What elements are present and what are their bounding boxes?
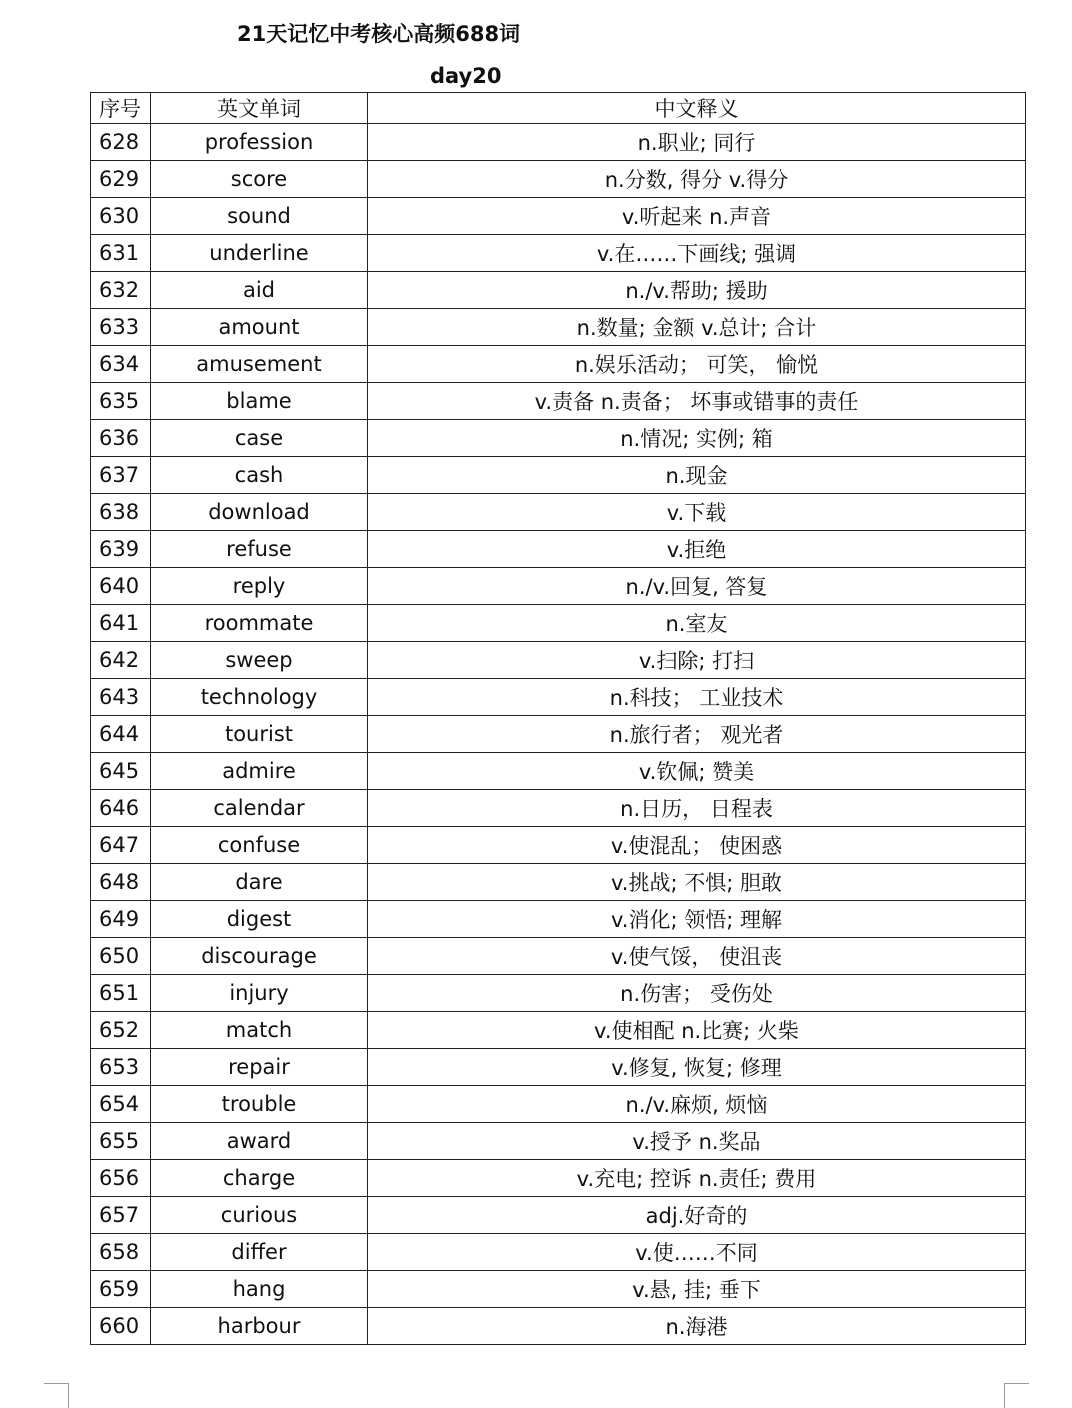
english-word: reply — [151, 568, 368, 605]
table-row — [91, 1271, 1026, 1308]
header-chinese-meaning: 中文释义 — [368, 93, 1026, 124]
chinese-meaning: n.伤害； 受伤处 — [368, 975, 1026, 1012]
chinese-meaning: v.授予 n.奖品 — [368, 1123, 1026, 1160]
chinese-meaning: n.海港 — [368, 1308, 1026, 1345]
row-number: 655 — [91, 1123, 151, 1160]
english-word: blame — [151, 383, 368, 420]
table-row — [91, 1160, 1026, 1197]
row-number: 653 — [91, 1049, 151, 1086]
chinese-meaning: n.室友 — [368, 605, 1026, 642]
table-row — [91, 716, 1026, 753]
english-word: repair — [151, 1049, 368, 1086]
row-number: 632 — [91, 272, 151, 309]
english-word: curious — [151, 1197, 368, 1234]
english-word: calendar — [151, 790, 368, 827]
table-row — [91, 346, 1026, 383]
table-row — [91, 272, 1026, 309]
chinese-meaning: v.下载 — [368, 494, 1026, 531]
header-english-word: 英文单词 — [151, 93, 368, 124]
table-row — [91, 790, 1026, 827]
table-row — [91, 1308, 1026, 1345]
english-word: injury — [151, 975, 368, 1012]
english-word: tourist — [151, 716, 368, 753]
chinese-meaning: v.听起来 n.声音 — [368, 198, 1026, 235]
crop-mark-bottom-left — [44, 1383, 69, 1408]
table-row — [91, 198, 1026, 235]
row-number: 647 — [91, 827, 151, 864]
english-word: trouble — [151, 1086, 368, 1123]
english-word: technology — [151, 679, 368, 716]
chinese-meaning: n./v.回复, 答复 — [368, 568, 1026, 605]
english-word: dare — [151, 864, 368, 901]
row-number: 646 — [91, 790, 151, 827]
table-row — [91, 753, 1026, 790]
table-row — [91, 642, 1026, 679]
chinese-meaning: v.使……不同 — [368, 1234, 1026, 1271]
table-row — [91, 383, 1026, 420]
chinese-meaning: v.消化; 领悟; 理解 — [368, 901, 1026, 938]
table-row — [91, 457, 1026, 494]
chinese-meaning: n.情况; 实例; 箱 — [368, 420, 1026, 457]
english-word: sound — [151, 198, 368, 235]
chinese-meaning: v.使气馁， 使沮丧 — [368, 938, 1026, 975]
row-number: 633 — [91, 309, 151, 346]
row-number: 636 — [91, 420, 151, 457]
row-number: 652 — [91, 1012, 151, 1049]
document-subtitle: day20 — [430, 64, 502, 88]
row-number: 631 — [91, 235, 151, 272]
table-row — [91, 864, 1026, 901]
chinese-meaning: v.钦佩; 赞美 — [368, 753, 1026, 790]
header-number: 序号 — [91, 93, 151, 124]
table-row — [91, 901, 1026, 938]
row-number: 641 — [91, 605, 151, 642]
row-number: 660 — [91, 1308, 151, 1345]
chinese-meaning: n.职业; 同行 — [368, 124, 1026, 161]
chinese-meaning: v.使混乱； 使困惑 — [368, 827, 1026, 864]
row-number: 645 — [91, 753, 151, 790]
table-row — [91, 568, 1026, 605]
english-word: cash — [151, 457, 368, 494]
chinese-meaning: v.责备 n.责备； 坏事或错事的责任 — [368, 383, 1026, 420]
table-row — [91, 124, 1026, 161]
english-word: amount — [151, 309, 368, 346]
chinese-meaning: n.娱乐活动； 可笑， 愉悦 — [368, 346, 1026, 383]
table-row — [91, 975, 1026, 1012]
english-word: sweep — [151, 642, 368, 679]
row-number: 643 — [91, 679, 151, 716]
table-row — [91, 420, 1026, 457]
table-row — [91, 1234, 1026, 1271]
row-number: 640 — [91, 568, 151, 605]
chinese-meaning: n.分数, 得分 v.得分 — [368, 161, 1026, 198]
english-word: confuse — [151, 827, 368, 864]
chinese-meaning: n./v.麻烦, 烦恼 — [368, 1086, 1026, 1123]
chinese-meaning: n.日历， 日程表 — [368, 790, 1026, 827]
row-number: 637 — [91, 457, 151, 494]
english-word: hang — [151, 1271, 368, 1308]
table-row — [91, 235, 1026, 272]
chinese-meaning: v.充电; 控诉 n.责任; 费用 — [368, 1160, 1026, 1197]
row-number: 657 — [91, 1197, 151, 1234]
row-number: 651 — [91, 975, 151, 1012]
table-row — [91, 494, 1026, 531]
table-row — [91, 1049, 1026, 1086]
chinese-meaning: n.旅行者； 观光者 — [368, 716, 1026, 753]
row-number: 635 — [91, 383, 151, 420]
chinese-meaning: v.扫除; 打扫 — [368, 642, 1026, 679]
chinese-meaning: n.数量; 金额 v.总计; 合计 — [368, 309, 1026, 346]
table-row — [91, 161, 1026, 198]
english-word: differ — [151, 1234, 368, 1271]
english-word: digest — [151, 901, 368, 938]
document-title: 21天记忆中考核心高频688词 — [237, 22, 521, 46]
row-number: 659 — [91, 1271, 151, 1308]
crop-mark-bottom-right — [1004, 1383, 1029, 1408]
row-number: 638 — [91, 494, 151, 531]
english-word: amusement — [151, 346, 368, 383]
row-number: 648 — [91, 864, 151, 901]
row-number: 630 — [91, 198, 151, 235]
chinese-meaning: adj.好奇的 — [368, 1197, 1026, 1234]
english-word: download — [151, 494, 368, 531]
english-word: discourage — [151, 938, 368, 975]
chinese-meaning: v.挑战; 不惧; 胆敢 — [368, 864, 1026, 901]
chinese-meaning: v.悬, 挂; 垂下 — [368, 1271, 1026, 1308]
english-word: underline — [151, 235, 368, 272]
chinese-meaning: n./v.帮助; 援助 — [368, 272, 1026, 309]
chinese-meaning: v.修复, 恢复; 修理 — [368, 1049, 1026, 1086]
table-row — [91, 938, 1026, 975]
row-number: 656 — [91, 1160, 151, 1197]
table-row — [91, 309, 1026, 346]
table-row — [91, 531, 1026, 568]
row-number: 629 — [91, 161, 151, 198]
table-row — [91, 1123, 1026, 1160]
english-word: roommate — [151, 605, 368, 642]
row-number: 658 — [91, 1234, 151, 1271]
row-number: 644 — [91, 716, 151, 753]
table-row — [91, 1197, 1026, 1234]
english-word: aid — [151, 272, 368, 309]
row-number: 649 — [91, 901, 151, 938]
chinese-meaning: v.在……下画线; 强调 — [368, 235, 1026, 272]
english-word: case — [151, 420, 368, 457]
table-row — [91, 1086, 1026, 1123]
table-body — [91, 124, 1026, 1345]
row-number: 628 — [91, 124, 151, 161]
chinese-meaning: v.使相配 n.比赛; 火柴 — [368, 1012, 1026, 1049]
row-number: 650 — [91, 938, 151, 975]
english-word: match — [151, 1012, 368, 1049]
table-row — [91, 827, 1026, 864]
english-word: profession — [151, 124, 368, 161]
table-row — [91, 1012, 1026, 1049]
english-word: refuse — [151, 531, 368, 568]
table-row — [91, 605, 1026, 642]
english-word: charge — [151, 1160, 368, 1197]
row-number: 639 — [91, 531, 151, 568]
english-word: admire — [151, 753, 368, 790]
row-number: 654 — [91, 1086, 151, 1123]
chinese-meaning: v.拒绝 — [368, 531, 1026, 568]
row-number: 642 — [91, 642, 151, 679]
chinese-meaning: n.科技； 工业技术 — [368, 679, 1026, 716]
table-row — [91, 679, 1026, 716]
row-number: 634 — [91, 346, 151, 383]
english-word: award — [151, 1123, 368, 1160]
vocabulary-table — [90, 92, 1026, 1345]
table-header-row — [91, 93, 1026, 124]
english-word: score — [151, 161, 368, 198]
chinese-meaning: n.现金 — [368, 457, 1026, 494]
english-word: harbour — [151, 1308, 368, 1345]
